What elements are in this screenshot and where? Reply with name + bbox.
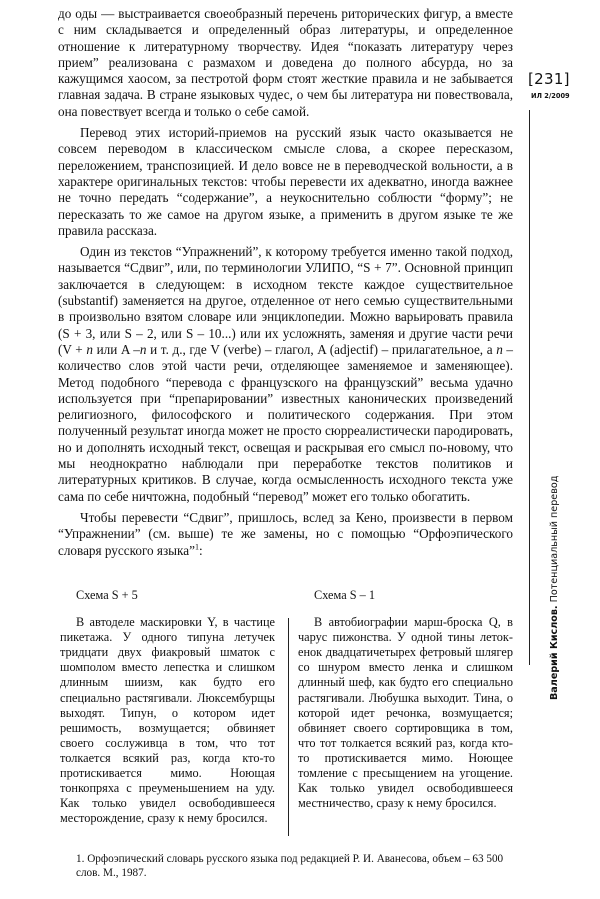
running-author: Валерий Кислов. <box>549 605 560 700</box>
page-number: [231] <box>528 70 570 88</box>
scheme-right-title: Схема S – 1 <box>314 588 376 602</box>
paragraph-4-part-a: Чтобы перевести “Сдвиг”, пришлось, вслед за Кено, произвести в первом “Упражнении” (см. выше) те же замены, но с помощью “Орфоэпического словаря русского языка” <box>58 509 513 558</box>
paragraph-1: до оды — выстраивается своеобразный перечень риторических фигур, а вместе с ним складывается и определенный образ литературы, и определенное отношение к литературному творчеству. Идея “показать литературу через прием” реализована с размахом и доведена до полного абсурда, но за кажущимся хаосом, за пестротой форм стоят жесткие правила и не забывается главная задача. В стране языковых чудес, о чем бы литература ни повествовала, она повествует всегда и только о себе самой. <box>58 6 513 119</box>
paragraph-3-part-b: или A – <box>92 341 140 357</box>
scheme-left-title: Схема S + 5 <box>76 588 138 602</box>
footnote <box>58 852 513 880</box>
column-divider <box>288 618 289 836</box>
margin-rule <box>529 110 530 665</box>
running-title: Потенциальный перевод <box>549 475 560 606</box>
paragraph-3 <box>58 244 513 505</box>
main-text <box>58 6 513 559</box>
footnote-text: 1. Орфоэпический словарь русского языка под редакцией Р. И. Аванесова, объем – 63 500 слов. М., 1987. <box>76 853 504 879</box>
issue-label: ИЛ 2/2009 <box>531 92 570 100</box>
paragraph-4-part-b: : <box>198 542 203 558</box>
scheme-left-text: В автоделе маскировки Y, в частице пикетажа. У одного типуна летучек тридцати двух фиакровый шматок с шомполом вместо лепестка и слишком длинным шиизм, как будто его специально растягивали. Люксембурщы выходят. Типун, о котором идет решимость, возмущается; обвиняет своего сослуживца в том, что тот толкается всякий раз, когда кто-то протискивается мимо. Ноющая тонкопряха с преуменьшением на уду. Как только увидел освободившееся месторождение, сразу к нему бросился. <box>60 615 275 826</box>
running-header <box>549 476 560 700</box>
scheme-left-column <box>60 588 275 826</box>
paragraph-3-part-d: – количество слов этой части речи, отделяющее заменяемое и заменяющее). Метод подобного “перевода с французского на французский” весьма удачно используется при “препарировании” известных канонических произведений религиозного, философского и политического содержания. При этом полученный результат иногда может не просто сюрреалистически пародировать, но и дополнять исходный текст, освещая и раскрывая его смысл по-новому, что мы неоднократно наблюдали при переработке текстов политиков и литературных критиков. В случае, когда осмысленность исходного текста уже сама по себе ничтожна, подобный “перевод” может его только обогатить. <box>58 341 514 504</box>
paragraph-4 <box>58 510 513 559</box>
variable-n-1: n <box>86 341 93 357</box>
paragraph-2: Перевод этих историй-приемов на русский язык часто оказывается не совсем переводом в классическом смысле слова, а скорее пересказом, переложением, транспозицией. И дело вовсе не в переводческой вольности, а в характере оригинальных текстов: чтобы перевести их адекватно, иногда важнее не точно передать “содержание”, а неукоснительно соблюсти “форму”; не пересказать то же самое на другом языке, а применить в другом языке те же правила рассказа. <box>58 125 513 238</box>
schemes-block <box>58 588 513 848</box>
scheme-right-text: В автобиографии марш-броска Q, в чарус пижонства. У одной тины леток-енок двадцатичетырех фетровый шлягер со шнуром вместо ленка и слишком длинный шеф, как будто его специально растягивали. Любушка выходит. Тина, о которой идет речонка, возмущается; обвиняет своего сортировщика в том, что тот толкается всякий раз, когда кто-то протискивается мимо. Ноющее томление с пресыщением на угощение. Как только увидел освободившееся местничество, сразу к нему бросился. <box>298 615 513 811</box>
footnote-ref[interactable]: 1 <box>194 542 199 552</box>
variable-n-2: n <box>139 341 147 357</box>
paragraph-3-part-c: и т. д., где V (verbe) – глагол, A (adjectif) – прилагательное, а <box>146 341 497 357</box>
scheme-right-column <box>298 588 513 811</box>
variable-n-3: n <box>496 341 503 357</box>
paragraph-3-part-a: Один из текстов “Упражнений”, к которому требуется именно такой подход, называется “Сдвиг”, или, по терминологии УЛИПО, “S + 7”. Основной принцип заключается в следующем: в исходном тексте каждое существительное (substantif) заменяется на другое, отделенное от него семью существительными в произвольно взятом словаре или энциклопедии. Можно варьировать правила (S + 3, или S – 2, или S – 10...) или их усложнять, заменяя и другие части речи (V + <box>58 244 513 357</box>
